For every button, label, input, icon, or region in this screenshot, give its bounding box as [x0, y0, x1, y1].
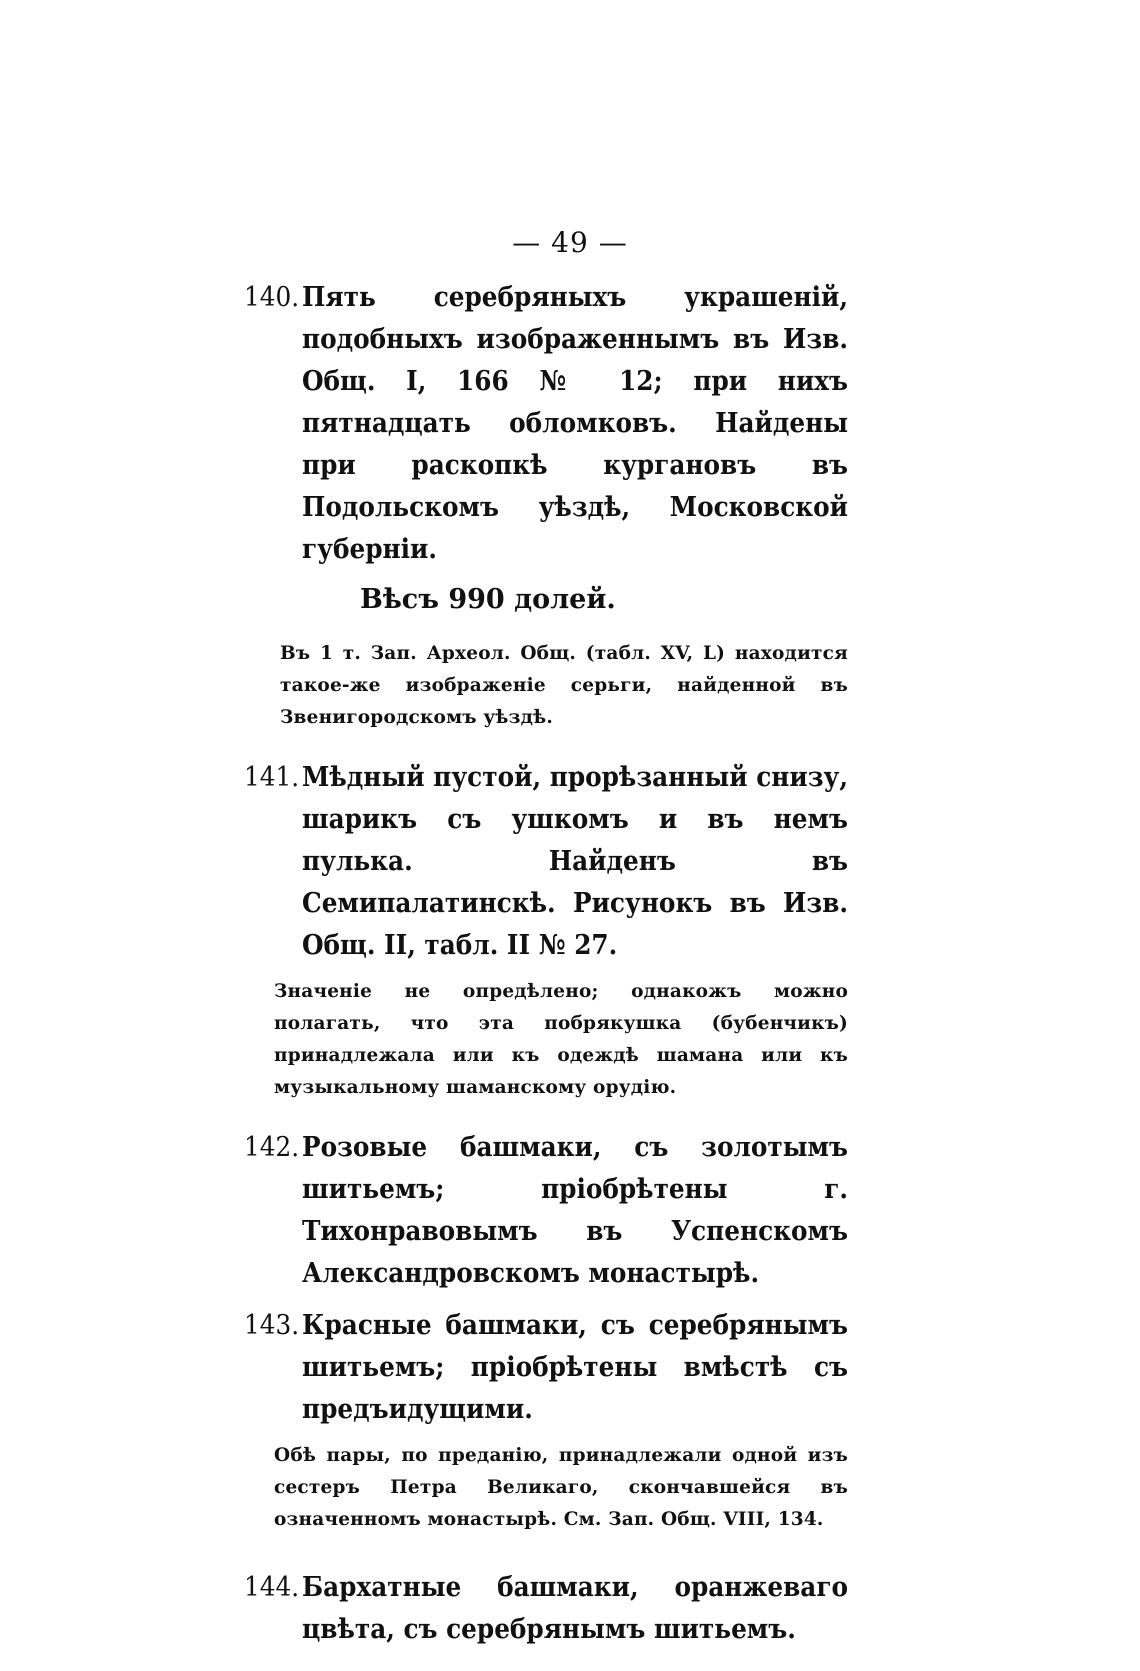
entry-number: 141.	[244, 761, 300, 793]
entry-144	[244, 1566, 848, 1650]
entry-140	[244, 276, 848, 570]
entry-note: Значеніе не опредѣлено; однакожъ можно полагать, что эта побрякушка (бубенчикъ) принадлежала или къ одеждѣ шамана или къ музыкальному шаманскому орудію.	[274, 981, 848, 1098]
entry-note: Въ 1 т. Зап. Археол. Общ. (табл. XV, L) находится такое-же изображеніе серьги, найденной въ Звенигородскомъ уѣздѣ.	[280, 643, 848, 728]
entry-weight: Вѣсъ 990 долей.	[360, 584, 616, 615]
entry-text: Красные башмаки, съ серебрянымъ шитьемъ; пріобрѣтены вмѣстѣ съ предъидущими.	[302, 1309, 848, 1425]
text-column	[244, 276, 848, 1660]
entry-number: 144.	[244, 1571, 300, 1603]
entry-text: Бархатные башмаки, оранжеваго цвѣта, съ серебрянымъ шитьемъ.	[302, 1571, 848, 1645]
entry-142	[244, 1126, 848, 1294]
entry-note: Обѣ пары, по преданію, принадлежали одной изъ сестеръ Петра Великаго, скончавшейся въ означенномъ монастырѣ. См. Зап. Общ. VIII, 134.	[274, 1445, 848, 1530]
entry-number: 143.	[244, 1309, 300, 1341]
entry-text: Розовые башмаки, съ золотымъ шитьемъ; пріобрѣтены г. Тихонравовымъ въ Успенскомъ Александровскомъ монастырѣ.	[302, 1131, 848, 1289]
entry-141	[244, 756, 848, 966]
entry-143	[244, 1304, 848, 1430]
entry-number: 142.	[244, 1131, 300, 1163]
page-number: — 49 —	[512, 226, 628, 259]
entry-text: Мѣдный пустой, прорѣзанный снизу, шарикъ съ ушкомъ и въ немъ пулька. Найденъ въ Семипалатинскѣ. Рисунокъ въ Изв. Общ. II, табл. II № 27.	[302, 761, 848, 961]
entry-number: 140.	[244, 281, 300, 313]
entry-text: Пять серебряныхъ украшеній, подобныхъ изображеннымъ въ Изв. Общ. I, 166 № 12; при нихъ пятнадцать обломковъ. Найдены при раскопкѣ кургановъ въ Подольскомъ уѣздѣ, Московской губерніи.	[302, 281, 848, 565]
